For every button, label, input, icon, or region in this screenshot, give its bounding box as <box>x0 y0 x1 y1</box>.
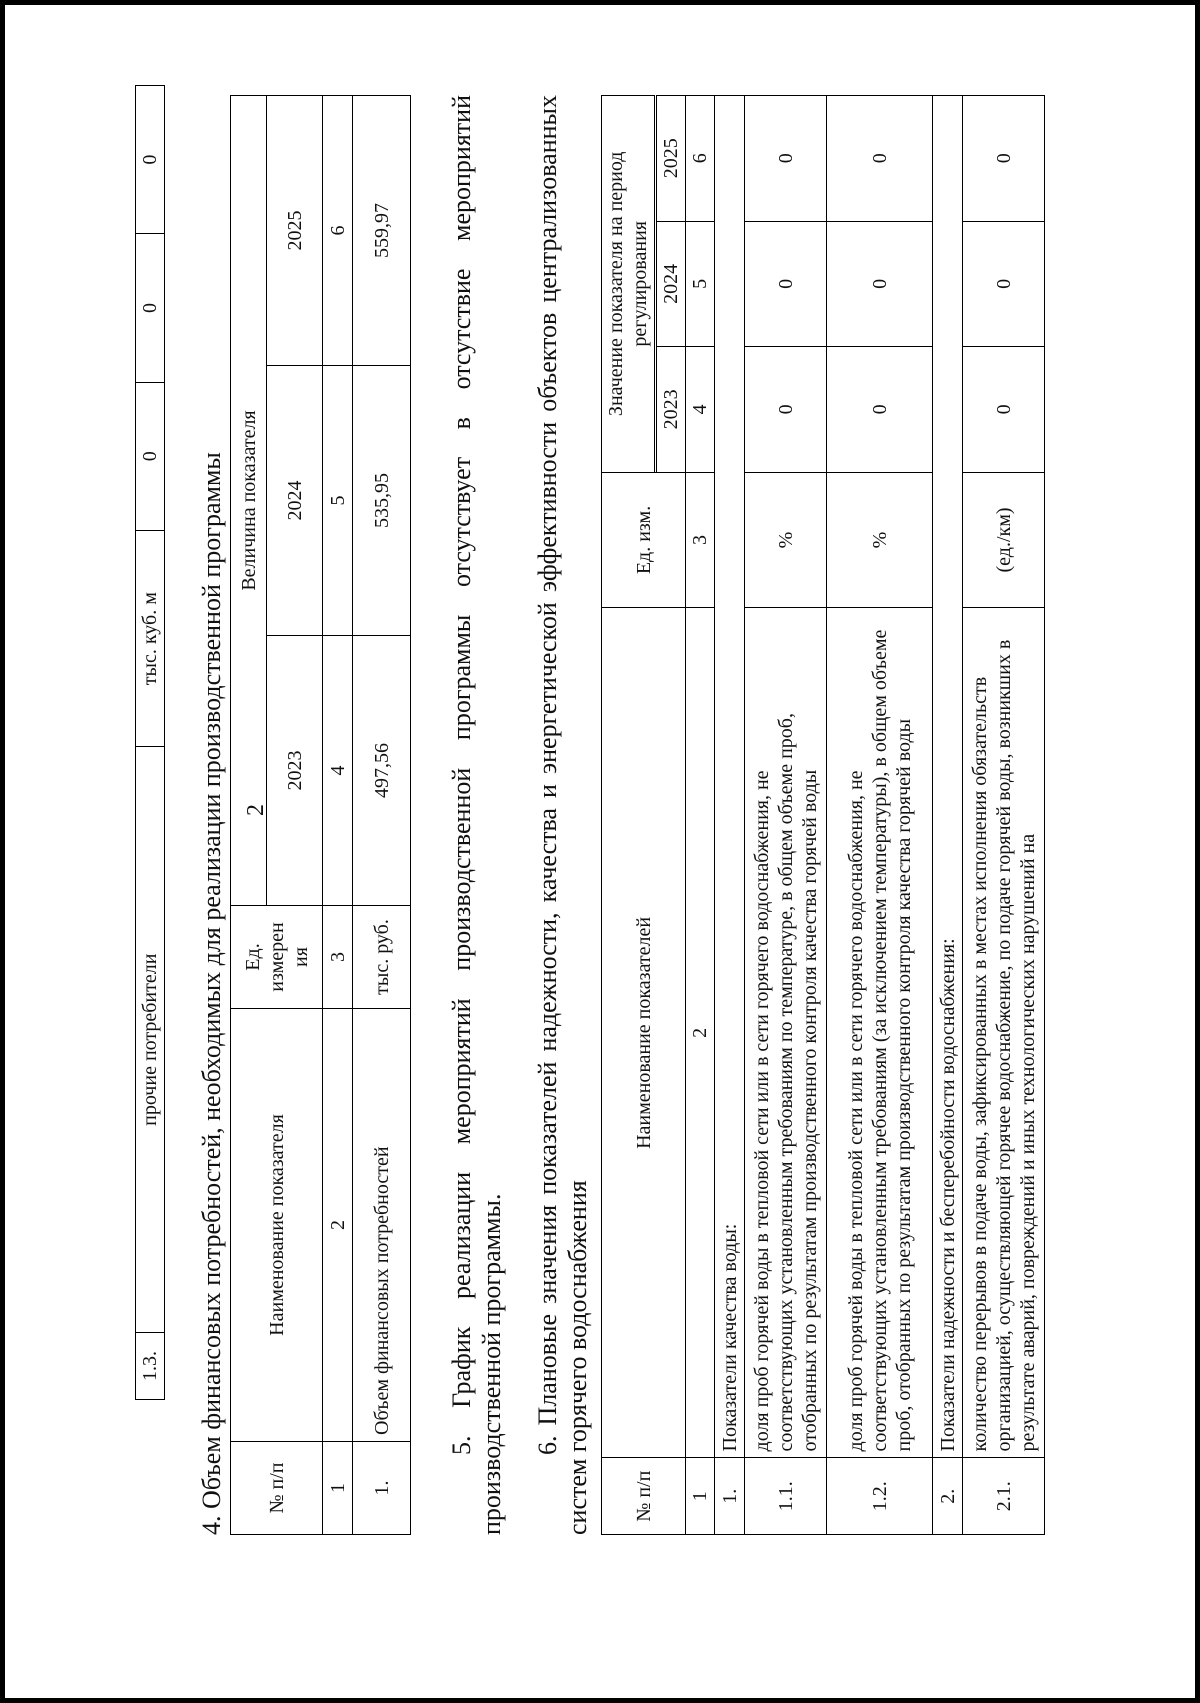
section-5-text: 5. График реализации мероприятий производственной программы отсутствует в отсутствие мероприятий производственной программы. <box>447 95 506 1535</box>
row-number: 1.1. <box>745 1458 827 1535</box>
indicators-table <box>601 95 1045 1535</box>
row-value-2023: 0 <box>136 382 165 530</box>
row-name: доля проб горячей воды в тепловой сети или в сети горячего водоснабжения, не соответствующих установленным требованиям (за исключением температуры), в общем объеме проб, отобранных по результатам производственного контроля качества горячей воды <box>827 608 933 1458</box>
row-value-2024: 0 <box>963 221 1045 347</box>
row-value-2025: 0 <box>136 86 165 234</box>
row-value-2023: 0 <box>963 347 1045 473</box>
continuation-table <box>135 85 165 1400</box>
group-title: Показатели надежности и бесперебойности водоснабжения: <box>933 96 963 1458</box>
row-name: прочие потребители <box>136 747 165 1332</box>
rotated-content <box>135 85 1195 1535</box>
row-number: 1.3. <box>136 1332 165 1399</box>
row-name: доля проб горячей воды в тепловой сети или в сети горячего водоснабжения, не соответствующих установленным требованиям по температуре, в общем объеме проб, отобранных по результатам производственного контроля качества горячей воды <box>745 608 827 1458</box>
row-value-2024: 0 <box>745 221 827 347</box>
table-row <box>963 96 1045 1535</box>
table-index-row <box>323 96 353 1535</box>
row-unit: % <box>827 472 933 608</box>
header-value: Величина показателя <box>231 96 267 906</box>
row-value-2025: 0 <box>963 96 1045 222</box>
row-unit: (ед./км) <box>963 472 1045 608</box>
header-year-2023: 2023 <box>267 636 323 906</box>
row-value-2023: 0 <box>827 347 933 473</box>
index-cell: 5 <box>323 366 353 636</box>
header-name: Наименование показателей <box>602 608 686 1458</box>
header-year-2025: 2025 <box>657 96 686 222</box>
section-4-heading: 4. Объем финансовых потребностей, необходимых для реализации производственной программы <box>197 452 226 1535</box>
table-row <box>827 96 933 1535</box>
group-number: 1. <box>715 1458 745 1535</box>
header-number: № п/п <box>231 1442 323 1535</box>
header-unit: Ед. измерен ия <box>231 906 323 1009</box>
row-name: количество перерывов в подаче воды, зафиксированных в местах исполнения обязательств организацией, осуществляющей горячее водоснабжение, по подаче горячей воды, возникших в результате аварий, повреждений и иных технологических нарушений на <box>963 608 1045 1458</box>
page-number: 2 <box>243 804 269 816</box>
section-6-heading: 6. Плановые значения показателей надежности, качества и энергетической эффективности объектов централизованных систем горячего водоснабжения <box>533 95 592 1535</box>
row-value-2023: 0 <box>745 347 827 473</box>
table-header-row <box>602 96 655 1535</box>
index-cell: 2 <box>323 1009 353 1442</box>
index-cell: 5 <box>686 221 715 347</box>
row-unit: % <box>745 472 827 608</box>
header-year-2025: 2025 <box>267 96 323 366</box>
index-cell: 1 <box>323 1442 353 1535</box>
index-cell: 4 <box>323 636 353 906</box>
header-year-2023: 2023 <box>657 347 686 473</box>
row-value-2025: 0 <box>827 96 933 222</box>
index-cell: 6 <box>686 96 715 222</box>
table-header-row <box>231 96 267 1535</box>
table-row <box>353 96 411 1535</box>
row-number: 1.2. <box>827 1458 933 1535</box>
financial-needs-table <box>230 95 411 1535</box>
header-name: Наименование показателя <box>231 1009 323 1442</box>
header-unit: Ед. изм. <box>602 472 686 608</box>
row-number: 2.1. <box>963 1458 1045 1535</box>
index-cell: 4 <box>686 347 715 473</box>
row-unit: тыс. руб. <box>353 906 411 1009</box>
group-number: 2. <box>933 1458 963 1535</box>
row-value-2025: 559,97 <box>353 96 411 366</box>
index-cell: 1 <box>686 1458 715 1535</box>
index-cell: 2 <box>686 608 715 1458</box>
table-group-row <box>933 96 963 1535</box>
table-row <box>136 86 165 1400</box>
row-value-2024: 535,95 <box>353 366 411 636</box>
header-number: № п/п <box>602 1458 686 1535</box>
header-value: Значение показателя на период регулирования <box>602 96 655 473</box>
group-title: Показатели качества воды: <box>715 96 745 1458</box>
row-name: Объем финансовых потребностей <box>353 1009 411 1442</box>
row-value-2023: 497,56 <box>353 636 411 906</box>
header-year-2024: 2024 <box>657 221 686 347</box>
table-row <box>745 96 827 1535</box>
index-cell: 6 <box>323 96 353 366</box>
row-unit: тыс. куб. м <box>136 530 165 747</box>
row-value-2024: 0 <box>827 221 933 347</box>
row-value-2024: 0 <box>136 234 165 382</box>
row-number: 1. <box>353 1442 411 1535</box>
row-value-2025: 0 <box>745 96 827 222</box>
table-group-row <box>715 96 745 1535</box>
header-year-2024: 2024 <box>267 366 323 636</box>
table-index-row <box>686 96 715 1535</box>
index-cell: 3 <box>686 472 715 608</box>
index-cell: 3 <box>323 906 353 1009</box>
